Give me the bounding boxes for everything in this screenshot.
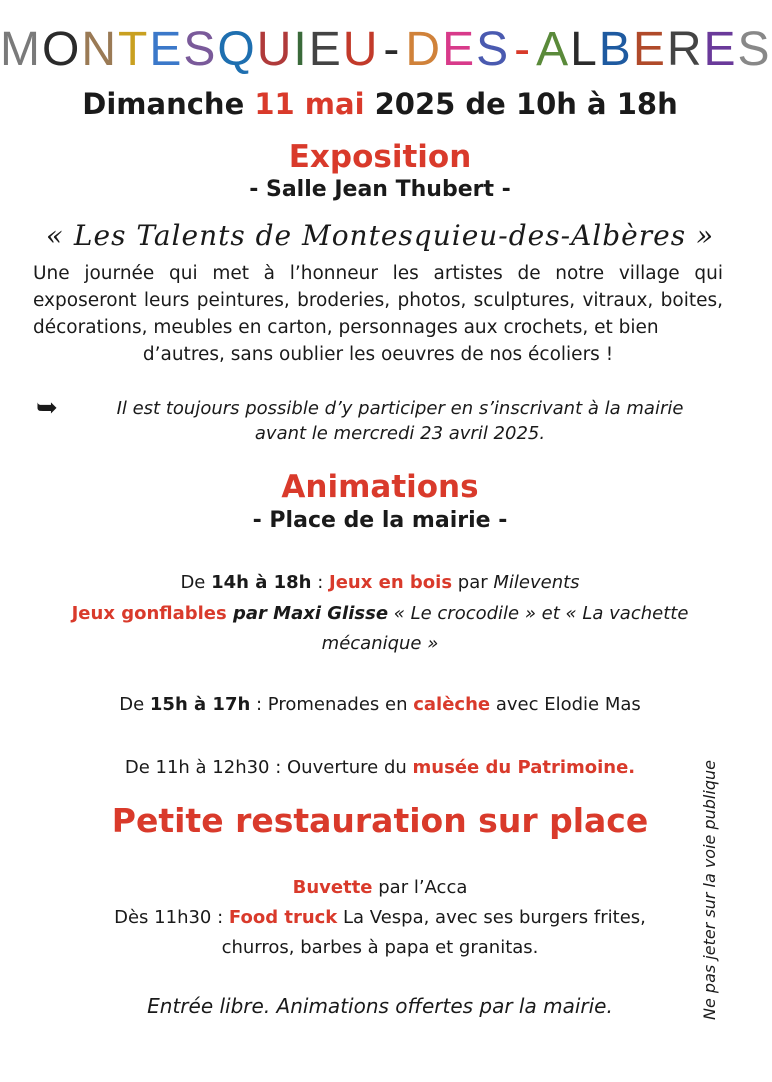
restauration-title: Petite restauration sur place xyxy=(111,801,649,840)
logo-letter: O xyxy=(41,23,82,76)
logo-letter: B xyxy=(598,23,633,76)
logo-letter: E xyxy=(308,23,343,76)
anim2-rest2: mécanique » xyxy=(321,633,439,654)
anim3-time: 15h à 17h xyxy=(149,694,251,715)
logo-letter: E xyxy=(703,23,738,76)
anim1-who: Milevents xyxy=(493,572,580,593)
logo-letter: I xyxy=(293,23,309,76)
animation-inflatables xyxy=(30,600,730,627)
food2-start: Dès 11h30 : xyxy=(114,907,229,928)
date-prefix: Dimanche xyxy=(82,87,255,121)
registration-note xyxy=(80,396,720,446)
anim2-what: Jeux gonflables xyxy=(71,603,227,624)
food-truck xyxy=(30,904,730,931)
side-note: Ne pas jeter sur la voie publique xyxy=(700,760,719,1020)
footer-note: Entrée libre. Animations offertes par la mairie. xyxy=(147,994,613,1018)
anim3-what: calèche xyxy=(413,694,491,715)
anim4-what: musée du Patrimoine. xyxy=(412,757,636,778)
talents-title: « Les Talents de Montesquieu-des-Albères » xyxy=(45,219,715,252)
event-date xyxy=(0,86,760,122)
anim2-par: par Maxi Glisse xyxy=(226,603,389,624)
intro-last-line: d’autres, sans oublier les oeuvres de nos écoliers ! xyxy=(142,344,614,365)
food1-what: Buvette xyxy=(292,877,373,898)
logo-letter: S xyxy=(476,23,511,76)
logo-letter: S xyxy=(183,23,218,76)
intro-paragraph xyxy=(33,260,723,368)
note-line-2: avant le mercredi 23 avril 2025. xyxy=(254,423,546,444)
date-highlight: 11 mai xyxy=(254,87,365,121)
food1-rest: par l’Acca xyxy=(372,877,468,898)
logo-letter: Q xyxy=(217,23,257,76)
logo-letter: E xyxy=(149,23,184,76)
anim3-rest: avec Elodie Mas xyxy=(490,694,641,715)
intro-main: Une journée qui met à l’honneur les artistes de notre village qui exposeront leurs peintures, broderies, photos, sculptures, vitraux, boites, décorations, meubles en carton, personnages aux crochets, et bien xyxy=(33,263,723,338)
anim1-par: par xyxy=(452,572,494,593)
logo-letter: E xyxy=(442,23,477,76)
anim1-time: 14h à 18h xyxy=(211,572,312,593)
logo-letter: N xyxy=(81,23,118,76)
anim1-de: De xyxy=(180,572,212,593)
anim2-rest1: « Le crocodile » et « La vachette xyxy=(388,603,689,624)
food-buvette xyxy=(30,874,730,901)
village-logo xyxy=(0,22,772,78)
logo-letter: D xyxy=(405,23,443,76)
arrow-icon: ➥ xyxy=(36,393,58,423)
note-line-1: Il est toujours possible d’y participer en s’inscrivant à la mairie xyxy=(116,398,684,419)
anim3-mid: : Promenades en xyxy=(250,694,414,715)
exposition-title: Exposition xyxy=(288,139,472,175)
food2-rest: La Vespa, avec ses burgers frites, xyxy=(337,907,646,928)
anim1-what: Jeux en bois xyxy=(329,572,453,593)
animations-title: Animations xyxy=(281,469,479,505)
food-truck-cont: churros, barbes à papa et granitas. xyxy=(221,937,539,958)
anim4-start: De 11h à 12h30 : Ouverture du xyxy=(124,757,413,778)
logo-letter: E xyxy=(632,23,667,76)
anim1-sep: : xyxy=(311,572,330,593)
logo-letter: L xyxy=(570,23,599,76)
date-suffix: 2025 de 10h à 18h xyxy=(364,87,678,121)
exposition-location: - Salle Jean Thubert - xyxy=(249,177,511,202)
logo-letter: - xyxy=(383,23,402,76)
logo-letter: S xyxy=(737,23,772,76)
food2-what: Food truck xyxy=(228,907,338,928)
logo-letter: A xyxy=(536,23,571,76)
logo-letter: T xyxy=(118,23,150,76)
animation-museum xyxy=(30,754,730,781)
animation-wood-games xyxy=(30,569,730,596)
logo-letter: U xyxy=(342,23,380,76)
logo-letter: R xyxy=(666,23,704,76)
animations-location: - Place de la mairie - xyxy=(252,508,508,533)
animation-inflatables-cont xyxy=(30,630,730,657)
logo-letter: U xyxy=(256,23,294,76)
anim3-de: De xyxy=(119,694,150,715)
logo-letter: M xyxy=(0,23,42,76)
logo-letter: - xyxy=(514,23,533,76)
animation-caleche xyxy=(30,691,730,718)
